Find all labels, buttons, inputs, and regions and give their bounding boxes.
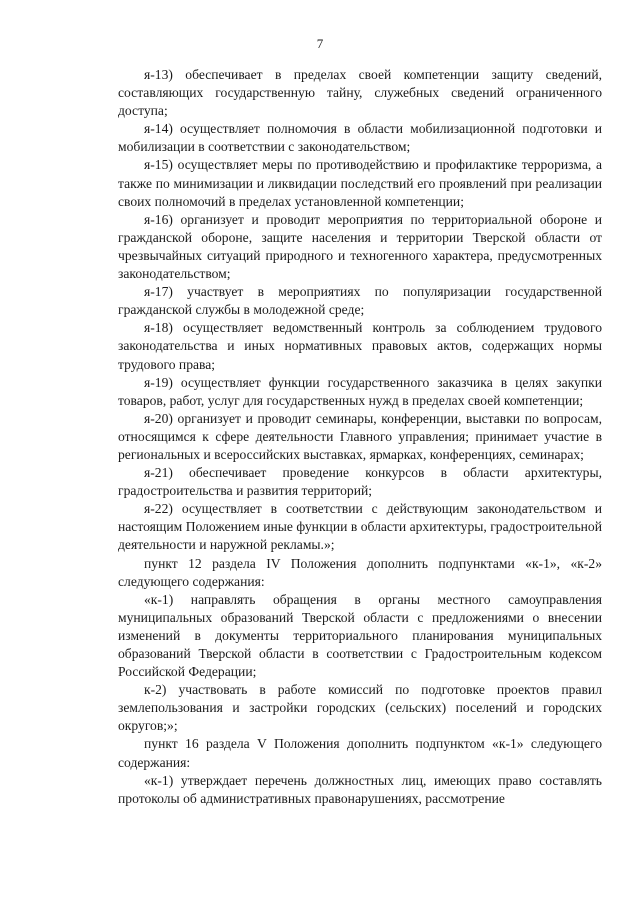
paragraph-ya-22: я-22) осуществляет в соответствии с действующим законодательством и настоящим Положением иные функции в области архитектуры, градостроительной деятельности и наружной рекламы.»; xyxy=(118,501,602,553)
paragraph-ya-17: я-17) участвует в мероприятиях по популяризации государственной гражданской службы в молодежной среде; xyxy=(118,284,602,318)
paragraph-k-1-section-v: «к-1) утверждает перечень должностных лиц, имеющих право составлять протоколы об административных правонарушениях, рассмотрение xyxy=(118,772,602,806)
paragraph-k-1-section-iv: «к-1) направлять обращения в органы местного самоуправления муниципальных образований Тверской области с предложениями о внесении изменений в документы территориального планирования муниципальных образований Тверской области в соответствии с Градостроительным кодексом Российской Федерации; xyxy=(118,591,602,680)
document-body xyxy=(118,66,602,808)
paragraph-ya-21: я-21) обеспечивает проведение конкурсов в области архитектуры, градостроительства и развития территорий; xyxy=(118,465,602,499)
paragraph-ya-16: я-16) организует и проводит мероприятия по территориальной обороне и гражданской обороне, защите населения и территории Тверской области от чрезвычайных ситуаций природного и техногенного характера, предусмотренных законодательством; xyxy=(118,211,602,282)
page-number: 7 xyxy=(316,36,324,51)
paragraph-ya-13: я-13) обеспечивает в пределах своей компетенции защиту сведений, составляющих государственную тайну, служебных сведений ограниченного доступа; xyxy=(118,67,602,119)
paragraph-ya-20: я-20) организует и проводит семинары, конференции, выставки по вопросам, относящимся к сфере деятельности Главного управления; принимает участие в региональных и всероссийских выставках, ярмарках, конференциях, семинарах; xyxy=(118,410,602,462)
paragraph-ya-14: я-14) осуществляет полномочия в области мобилизационной подготовки и мобилизации в соответствии с законодательством; xyxy=(118,121,602,155)
paragraph-ya-19: я-19) осуществляет функции государственного заказчика в целях закупки товаров, работ, услуг для государственных нужд в пределах своей компетенции; xyxy=(118,374,602,408)
paragraph-point-12: пункт 12 раздела IV Положения дополнить подпунктами «к-1», «к-2» следующего содержания: xyxy=(118,555,602,589)
paragraph-k-2-section-iv: к-2) участвовать в работе комиссий по подготовке проектов правил землепользования и застройки городских (сельских) поселений и городских округов;»; xyxy=(118,682,602,734)
paragraph-ya-15: я-15) осуществляет меры по противодействию и профилактике терроризма, а также по минимизации и ликвидации последствий его проявлений при реализации своих полномочий в пределах установленной компетенции; xyxy=(118,157,602,209)
paragraph-point-16: пункт 16 раздела V Положения дополнить подпунктом «к-1» следующего содержания: xyxy=(118,736,602,770)
paragraph-ya-18: я-18) осуществляет ведомственный контроль за соблюдением трудового законодательства и иных нормативных правовых актов, содержащих нормы трудового права; xyxy=(118,320,602,372)
